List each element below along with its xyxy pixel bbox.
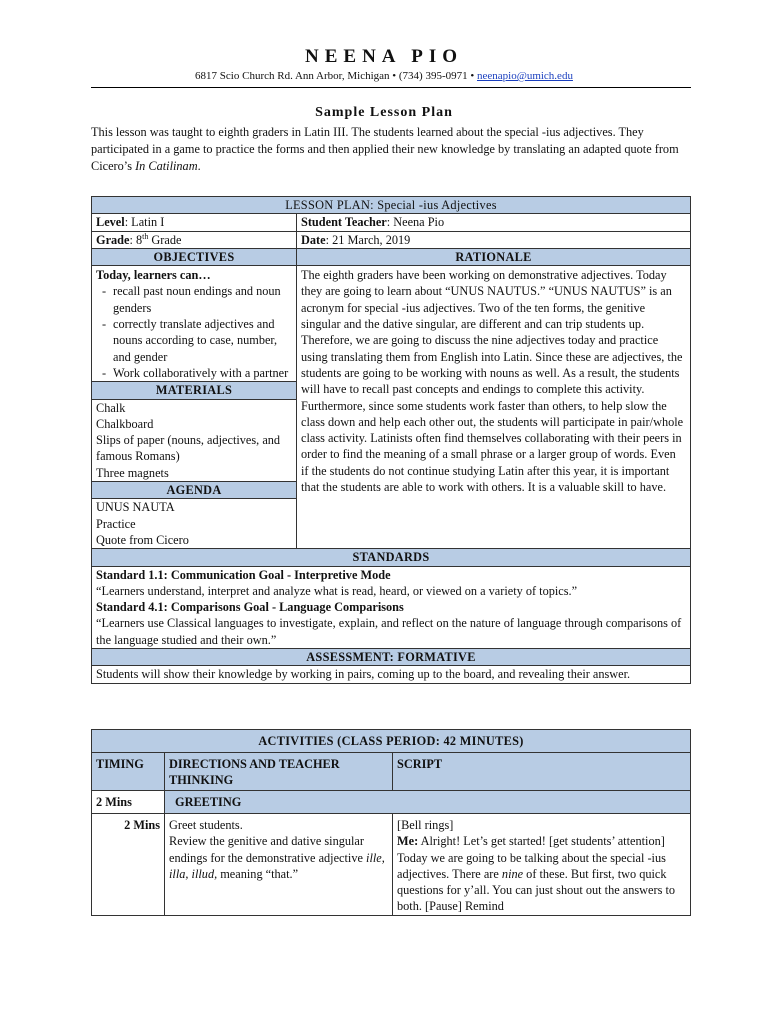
script-bell: [Bell rings]: [397, 818, 454, 832]
intro-text: This lesson was taught to eighth graders in Latin III. The students learned about the special -ius adjectives. They participated in a game to practice the forms and then applied their new knowledge by translating an adapted quote from Cicero’s: [91, 125, 679, 173]
date-cell: [297, 231, 691, 248]
plan-heading-text: LESSON PLAN: Special -ius Adjectives: [285, 198, 497, 212]
activities-heading: ACTIVITIES (CLASS PERIOD: 42 MINUTES): [92, 730, 691, 753]
grade-value: : 8: [129, 232, 143, 247]
materials-heading: MATERIALS: [92, 382, 297, 399]
standard-1-title: Standard 1.1: Communication Goal - Interpretive Mode: [96, 567, 391, 582]
standards-heading: STANDARDS: [92, 549, 691, 566]
rationale-heading: RATIONALE: [297, 248, 691, 265]
direction-review-italic: ille, illa, illud,: [169, 850, 385, 881]
material-item: Slips of paper (nouns, adjectives, and famous Romans): [96, 433, 281, 464]
activities-table: [91, 729, 691, 916]
objective-item: - Work collaboratively with a partner: [96, 365, 292, 381]
assessment-cell: [92, 666, 691, 683]
col-directions: DIRECTIONS AND TEACHER THINKING: [165, 753, 393, 791]
teacher-label: Student Teacher: [301, 215, 387, 230]
objective-item: - recall past noun endings and noun genders: [96, 283, 292, 316]
level-cell: [92, 214, 297, 231]
date-label: Date: [301, 232, 326, 247]
direction-review-b: meaning “that.”: [217, 866, 299, 881]
intro-end: .: [197, 159, 201, 173]
materials-cell: [92, 399, 297, 481]
grade-sup: th: [142, 231, 149, 241]
assessment-text: Students will show their knowledge by working in pairs, coming up to the board, and revealing their answer.: [96, 667, 631, 682]
agenda-cell: [92, 499, 297, 549]
teacher-value: : Neena Pio: [386, 215, 445, 230]
rationale-cell: [297, 266, 691, 549]
standard-1-text: “Learners understand, interpret and analyze what is read, heard, or viewed on a variety of topics.”: [96, 583, 578, 598]
script-cell: [393, 814, 691, 916]
rationale-text: The eighth graders have been working on demonstrative adjectives. Today they are going to learn about “UNUS NAUTUS.” “UNUS NAUTUS” is an acronym for special -ius adjectives. Two of the ten forms, the genitive singular and the dative singular, are different and can trip students up. Therefore, we are going to discuss the nine adjectives today and practice using translating them from English into Latin. Since these are adjectives, the students are going to be working with nouns as well. As a result, the students will have to recall past concepts and endings to complete this activity. Furthermore, since some students work faster than others, to help slow the class down and help each other out, the students will participate in pair/whole class activity. Latinists often find themselves collaborating with their peers in order to find the meaning of a small phrase or a larger group of words. Even if the students do not continue studying Latin after this year, it is important that the students are able to work with others. It is a valuable skill to have.: [301, 268, 684, 495]
lesson-plan-table: [91, 196, 691, 684]
intro-paragraph: [91, 124, 691, 175]
date-value: : 21 March, 2019: [325, 232, 411, 247]
greeting-time: 2 Mins: [92, 791, 165, 814]
grade-cell: [92, 231, 297, 248]
standard-2-title: Standard 4.1: Comparisons Goal - Language Comparisons: [96, 600, 404, 615]
greeting-label: GREETING: [165, 791, 691, 814]
objectives-lead: Today, learners can…: [96, 268, 211, 283]
intro-italic: In Catilinam: [135, 159, 198, 173]
row-time: 2 Mins: [92, 814, 165, 916]
agenda-heading: AGENDA: [92, 482, 297, 499]
material-item: Chalk: [96, 400, 126, 415]
author-name: NEENA PIO: [305, 46, 463, 67]
assessment-heading: ASSESSMENT: FORMATIVE: [92, 649, 691, 666]
header-divider: [91, 87, 691, 88]
directions-cell: [165, 814, 393, 916]
direction-greet: Greet students.: [169, 818, 243, 832]
standard-2-text: “Learners use Classical languages to investigate, explain, and reflect on the nature of language through comparisons of the language studied and their own.”: [96, 616, 682, 647]
teacher-cell: [297, 214, 691, 231]
email-link[interactable]: neenapio@umich.edu: [476, 70, 573, 82]
agenda-item: Quote from Cicero: [96, 532, 189, 547]
grade-label: Grade: [96, 232, 130, 247]
material-item: Three magnets: [96, 465, 169, 480]
col-timing: TIMING: [92, 753, 165, 791]
col-script: SCRIPT: [393, 753, 691, 791]
level-value: : Latin I: [124, 215, 165, 230]
objective-item: - correctly translate adjectives and nouns according to case, number, and gender: [96, 316, 292, 365]
direction-review-a: Review the genitive and dative singular endings for the demonstrative adjective: [169, 834, 367, 865]
objectives-cell: [92, 266, 297, 382]
contact-address: 6817 Scio Church Rd. Ann Arbor, Michigan • (734) 395-0971 •: [195, 70, 475, 82]
agenda-item: Practice: [96, 516, 136, 531]
script-text-a: Alright! Let’s get started! [get students’ attention] Today we are going to be talking about the special -ius adjectives. There are: [397, 834, 666, 881]
level-label: Level: [96, 215, 125, 230]
contact-line: [0, 69, 768, 83]
grade-end: Grade: [148, 232, 182, 247]
agenda-item: UNUS NAUTA: [96, 500, 175, 515]
script-italic: nine: [501, 866, 524, 881]
script-body: [397, 833, 686, 914]
script-text-b: of these. But first, two quick questions for y’all. You can just shout out the answers to both. [Pause] Remind: [397, 866, 676, 914]
material-item: Chalkboard: [96, 416, 154, 431]
script-speaker: Me:: [397, 834, 419, 849]
direction-review: [169, 833, 388, 882]
objectives-heading: OBJECTIVES: [92, 248, 297, 265]
standards-cell: [92, 566, 691, 648]
plan-heading: [92, 197, 691, 214]
page-title: Sample Lesson Plan: [315, 105, 453, 120]
objectives-list: [96, 283, 292, 381]
